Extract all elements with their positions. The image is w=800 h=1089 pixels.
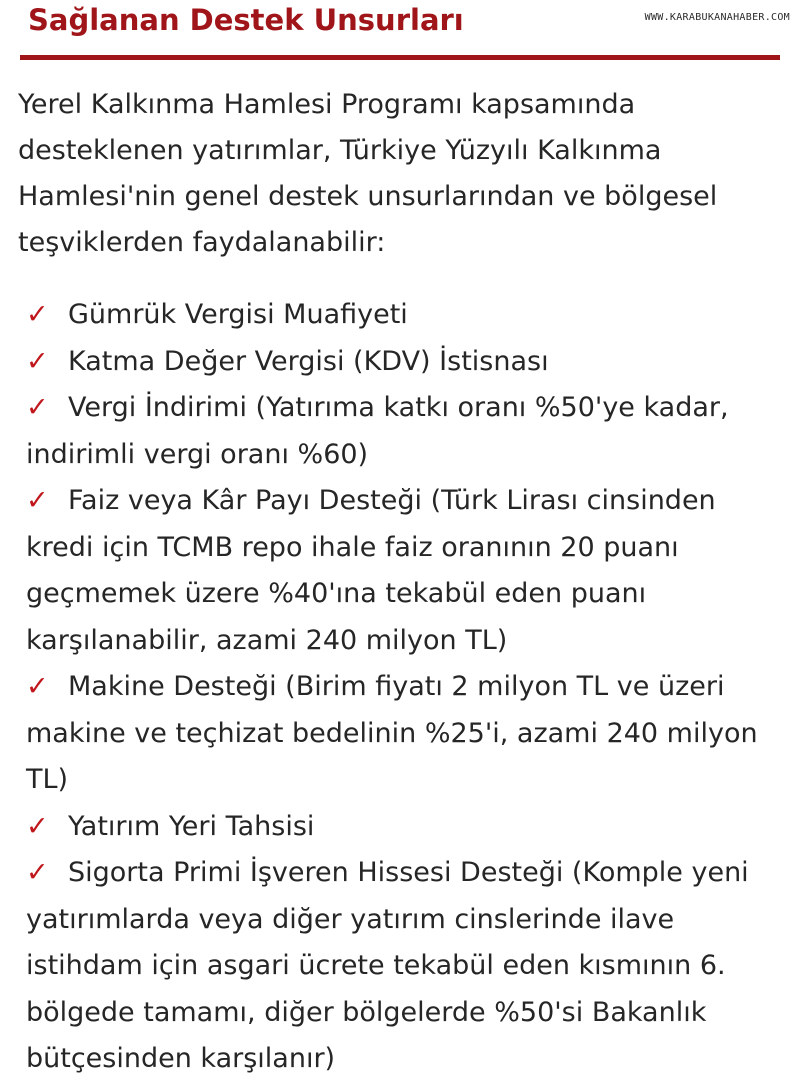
benefit-text: Sigorta Primi İşveren Hissesi Desteği (Komple yeni yatırımlarda veya diğer yatırım cinslerinde ilave istihdam için asgari ücrete tekabül eden kısmının 6. bölgede tamamı, diğer bölgelerde %50'si Bakanlık bütçesinden karşılanır) [26,857,749,1074]
benefit-text: Vergi İndirimi (Yatırıma katkı oranı %50'ye kadar, indirimli vergi oranı %60) [26,392,729,470]
benefit-item [26,664,790,804]
benefit-text: Gümrük Vergisi Muafiyeti [68,299,408,330]
benefit-text: Katma Değer Vergisi (KDV) İstisnası [68,345,549,377]
benefit-item [26,385,790,478]
section-title: Sağlanan Destek Unsurları [28,3,464,37]
benefit-text: Makine Desteği (Birim fiyatı 2 milyon TL ve üzeri makine ve teçhizat bedelinin %25'i, azami 240 milyon TL) [26,671,758,795]
benefit-item [26,804,790,851]
title-underline [20,55,780,60]
check-icon: ✓ [26,857,49,888]
benefit-item [26,850,790,1083]
site-watermark: WWW.KARABUKANAHABER.COM [644,12,790,23]
check-icon: ✓ [26,485,49,516]
check-icon: ✓ [26,392,49,423]
benefit-item [26,478,790,664]
check-icon: ✓ [26,671,49,702]
intro-paragraph: Yerel Kalkınma Hamlesi Programı kapsamında desteklenen yatırımlar, Türkiye Yüzyılı Kalkınma Hamlesi'nin genel destek unsurlarından ve bölgesel teşviklerden faydalanabilir: [18,89,718,258]
benefit-list [26,292,790,1083]
check-icon: ✓ [26,299,49,330]
benefit-item [26,339,790,386]
benefit-text: Faiz veya Kâr Payı Desteği (Türk Lirası cinsinden kredi için TCMB repo ihale faiz oranının 20 puanı geçmemek üzere %40'ına tekabül eden puanı karşılanabilir, azami 240 milyon TL) [26,485,716,656]
check-icon: ✓ [26,810,49,842]
benefit-item [26,292,790,339]
check-icon: ✓ [26,345,49,377]
benefit-text: Yatırım Yeri Tahsisi [68,810,315,842]
